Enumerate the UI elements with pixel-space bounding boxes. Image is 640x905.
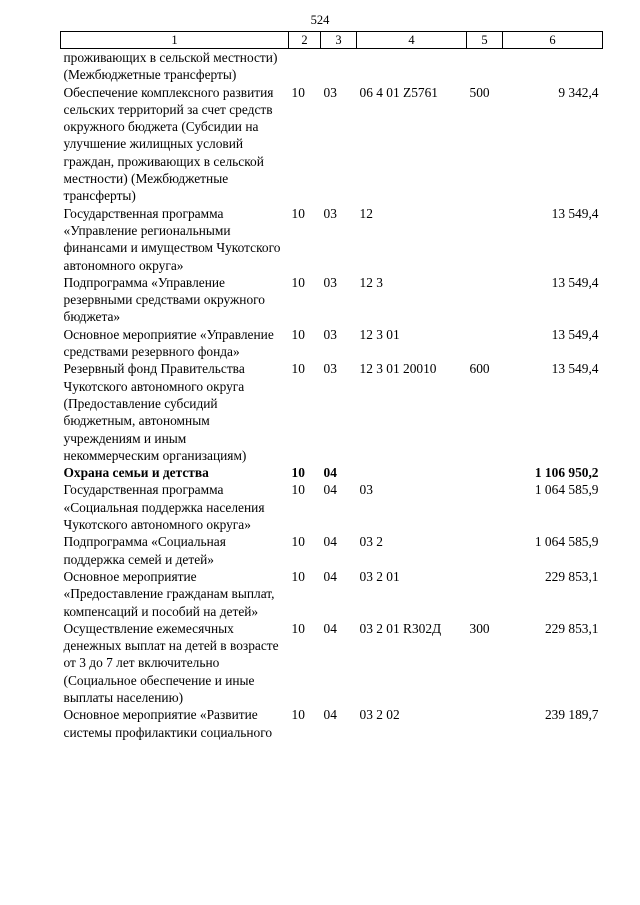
budget-table	[60, 31, 603, 741]
row-section: 10	[291, 326, 305, 342]
table-row	[61, 49, 603, 84]
table-body	[61, 49, 603, 741]
row-expense-type	[467, 49, 503, 84]
row-expense-type	[467, 568, 503, 620]
row-amount: 13 549,4	[551, 326, 599, 342]
row-name: Основное мероприятие «Управление средствами резервного фонда»	[63, 326, 274, 360]
row-amount: 13 549,4	[551, 205, 599, 221]
row-section: 10	[291, 482, 305, 498]
header-col-1: 1	[61, 32, 289, 49]
row-target-article: 12	[359, 205, 373, 221]
row-section: 10	[291, 534, 305, 550]
header-col-4: 4	[357, 32, 467, 49]
table-row	[61, 274, 603, 326]
row-name: Осуществление ежемесячных денежных выплат на детей в возрасте от 3 до 7 лет включительно (Социальное обеспечение и иные выплаты населению)	[63, 620, 279, 705]
row-target-article: 03 2 01	[359, 568, 400, 584]
row-subsection: 03	[323, 361, 337, 377]
row-section: 10	[291, 707, 305, 723]
row-section: 10	[291, 205, 305, 221]
row-expense-type: 500	[469, 84, 490, 100]
row-amount: 1 064 585,9	[534, 482, 599, 498]
header-col-2: 2	[289, 32, 321, 49]
row-expense-type	[467, 706, 503, 741]
row-subsection: 03	[323, 326, 337, 342]
row-subsection: 03	[323, 205, 337, 221]
table-row	[61, 481, 603, 533]
row-section: 10	[291, 568, 305, 584]
row-name: Государственная программа «Управление региональными финансами и имуществом Чукотского автономного округа»	[63, 205, 281, 273]
table-row	[61, 84, 603, 205]
row-expense-type	[467, 464, 503, 481]
row-amount: 9 342,4	[558, 84, 599, 100]
row-expense-type	[467, 481, 503, 533]
row-name: Основное мероприятие «Развитие системы профилактики социального	[63, 707, 273, 740]
row-subsection: 03	[323, 84, 337, 100]
row-expense-type	[467, 326, 503, 361]
table-row	[61, 706, 603, 741]
row-expense-type: 300	[469, 620, 490, 636]
row-amount: 1 106 950,2	[534, 465, 599, 481]
row-subsection: 04	[323, 568, 337, 584]
row-name: Государственная программа «Социальная поддержка населения Чукотского автономного округа»	[63, 482, 265, 533]
row-section: 10	[291, 84, 305, 100]
header-col-6: 6	[503, 32, 603, 49]
row-target-article: 06 4 01 Z5761	[359, 84, 438, 100]
row-amount: 239 189,7	[544, 707, 599, 723]
row-expense-type	[467, 274, 503, 326]
table-row	[61, 568, 603, 620]
table-row	[61, 205, 603, 274]
row-name: Подпрограмма «Социальная поддержка семей и детей»	[63, 534, 226, 567]
row-amount: 229 853,1	[544, 620, 599, 636]
table-row	[61, 464, 603, 481]
table-header	[61, 32, 603, 49]
row-target-article	[357, 49, 467, 84]
page-number: 524	[310, 13, 330, 27]
row-section: 10	[291, 274, 305, 290]
row-subsection: 04	[323, 482, 337, 498]
row-target-article: 03 2 02	[359, 707, 400, 723]
table-row	[61, 533, 603, 568]
header-col-3: 3	[321, 32, 357, 49]
row-target-article: 12 3	[359, 274, 383, 290]
row-target-article: 03 2	[359, 534, 383, 550]
row-amount: 13 549,4	[551, 361, 599, 377]
header-col-5: 5	[467, 32, 503, 49]
row-name: Резервный фонд Правительства Чукотского автономного округа (Предоставление субсидий бюджетным, автономным учреждениям и иным некоммерческим организациям)	[63, 361, 247, 463]
row-subsection: 03	[323, 274, 337, 290]
table-row	[61, 620, 603, 706]
row-amount	[503, 49, 603, 84]
row-subsection: 04	[323, 465, 337, 481]
row-name: Основное мероприятие «Предоставление гражданам выплат, компенсаций и пособий на детей»	[63, 568, 275, 619]
table-row	[61, 360, 603, 464]
row-section: 10	[291, 620, 305, 636]
row-subsection: 04	[323, 620, 337, 636]
row-expense-type	[467, 205, 503, 274]
row-expense-type	[467, 533, 503, 568]
row-amount: 1 064 585,9	[534, 534, 599, 550]
header-row	[61, 32, 603, 49]
row-section: 10	[291, 465, 305, 481]
row-name: проживающих в сельской местности) (Межбюджетные трансферты)	[63, 50, 278, 83]
row-name: Охрана семьи и детства	[63, 465, 209, 481]
row-amount: 229 853,1	[544, 568, 599, 584]
row-target-article: 12 3 01	[359, 326, 400, 342]
row-target-article	[357, 464, 467, 481]
row-target-article: 03 2 01 R302Д	[359, 620, 442, 636]
row-amount: 13 549,4	[551, 274, 599, 290]
row-target-article: 03	[359, 482, 373, 498]
row-section: 10	[291, 361, 305, 377]
row-expense-type: 600	[469, 361, 490, 377]
row-subsection: 04	[323, 707, 337, 723]
row-name: Обеспечение комплексного развития сельских территорий за счет средств окружного бюджета (Субсидии на улучшение жилищных условий граждан, проживающих в сельской местности) (Межбюджетные трансферты)	[63, 84, 274, 204]
row-section	[289, 49, 321, 84]
row-name: Подпрограмма «Управление резервными средствами окружного бюджета»	[63, 274, 265, 325]
row-subsection	[321, 49, 357, 84]
row-subsection: 04	[323, 534, 337, 550]
table-row	[61, 326, 603, 361]
row-target-article: 12 3 01 20010	[359, 361, 437, 377]
